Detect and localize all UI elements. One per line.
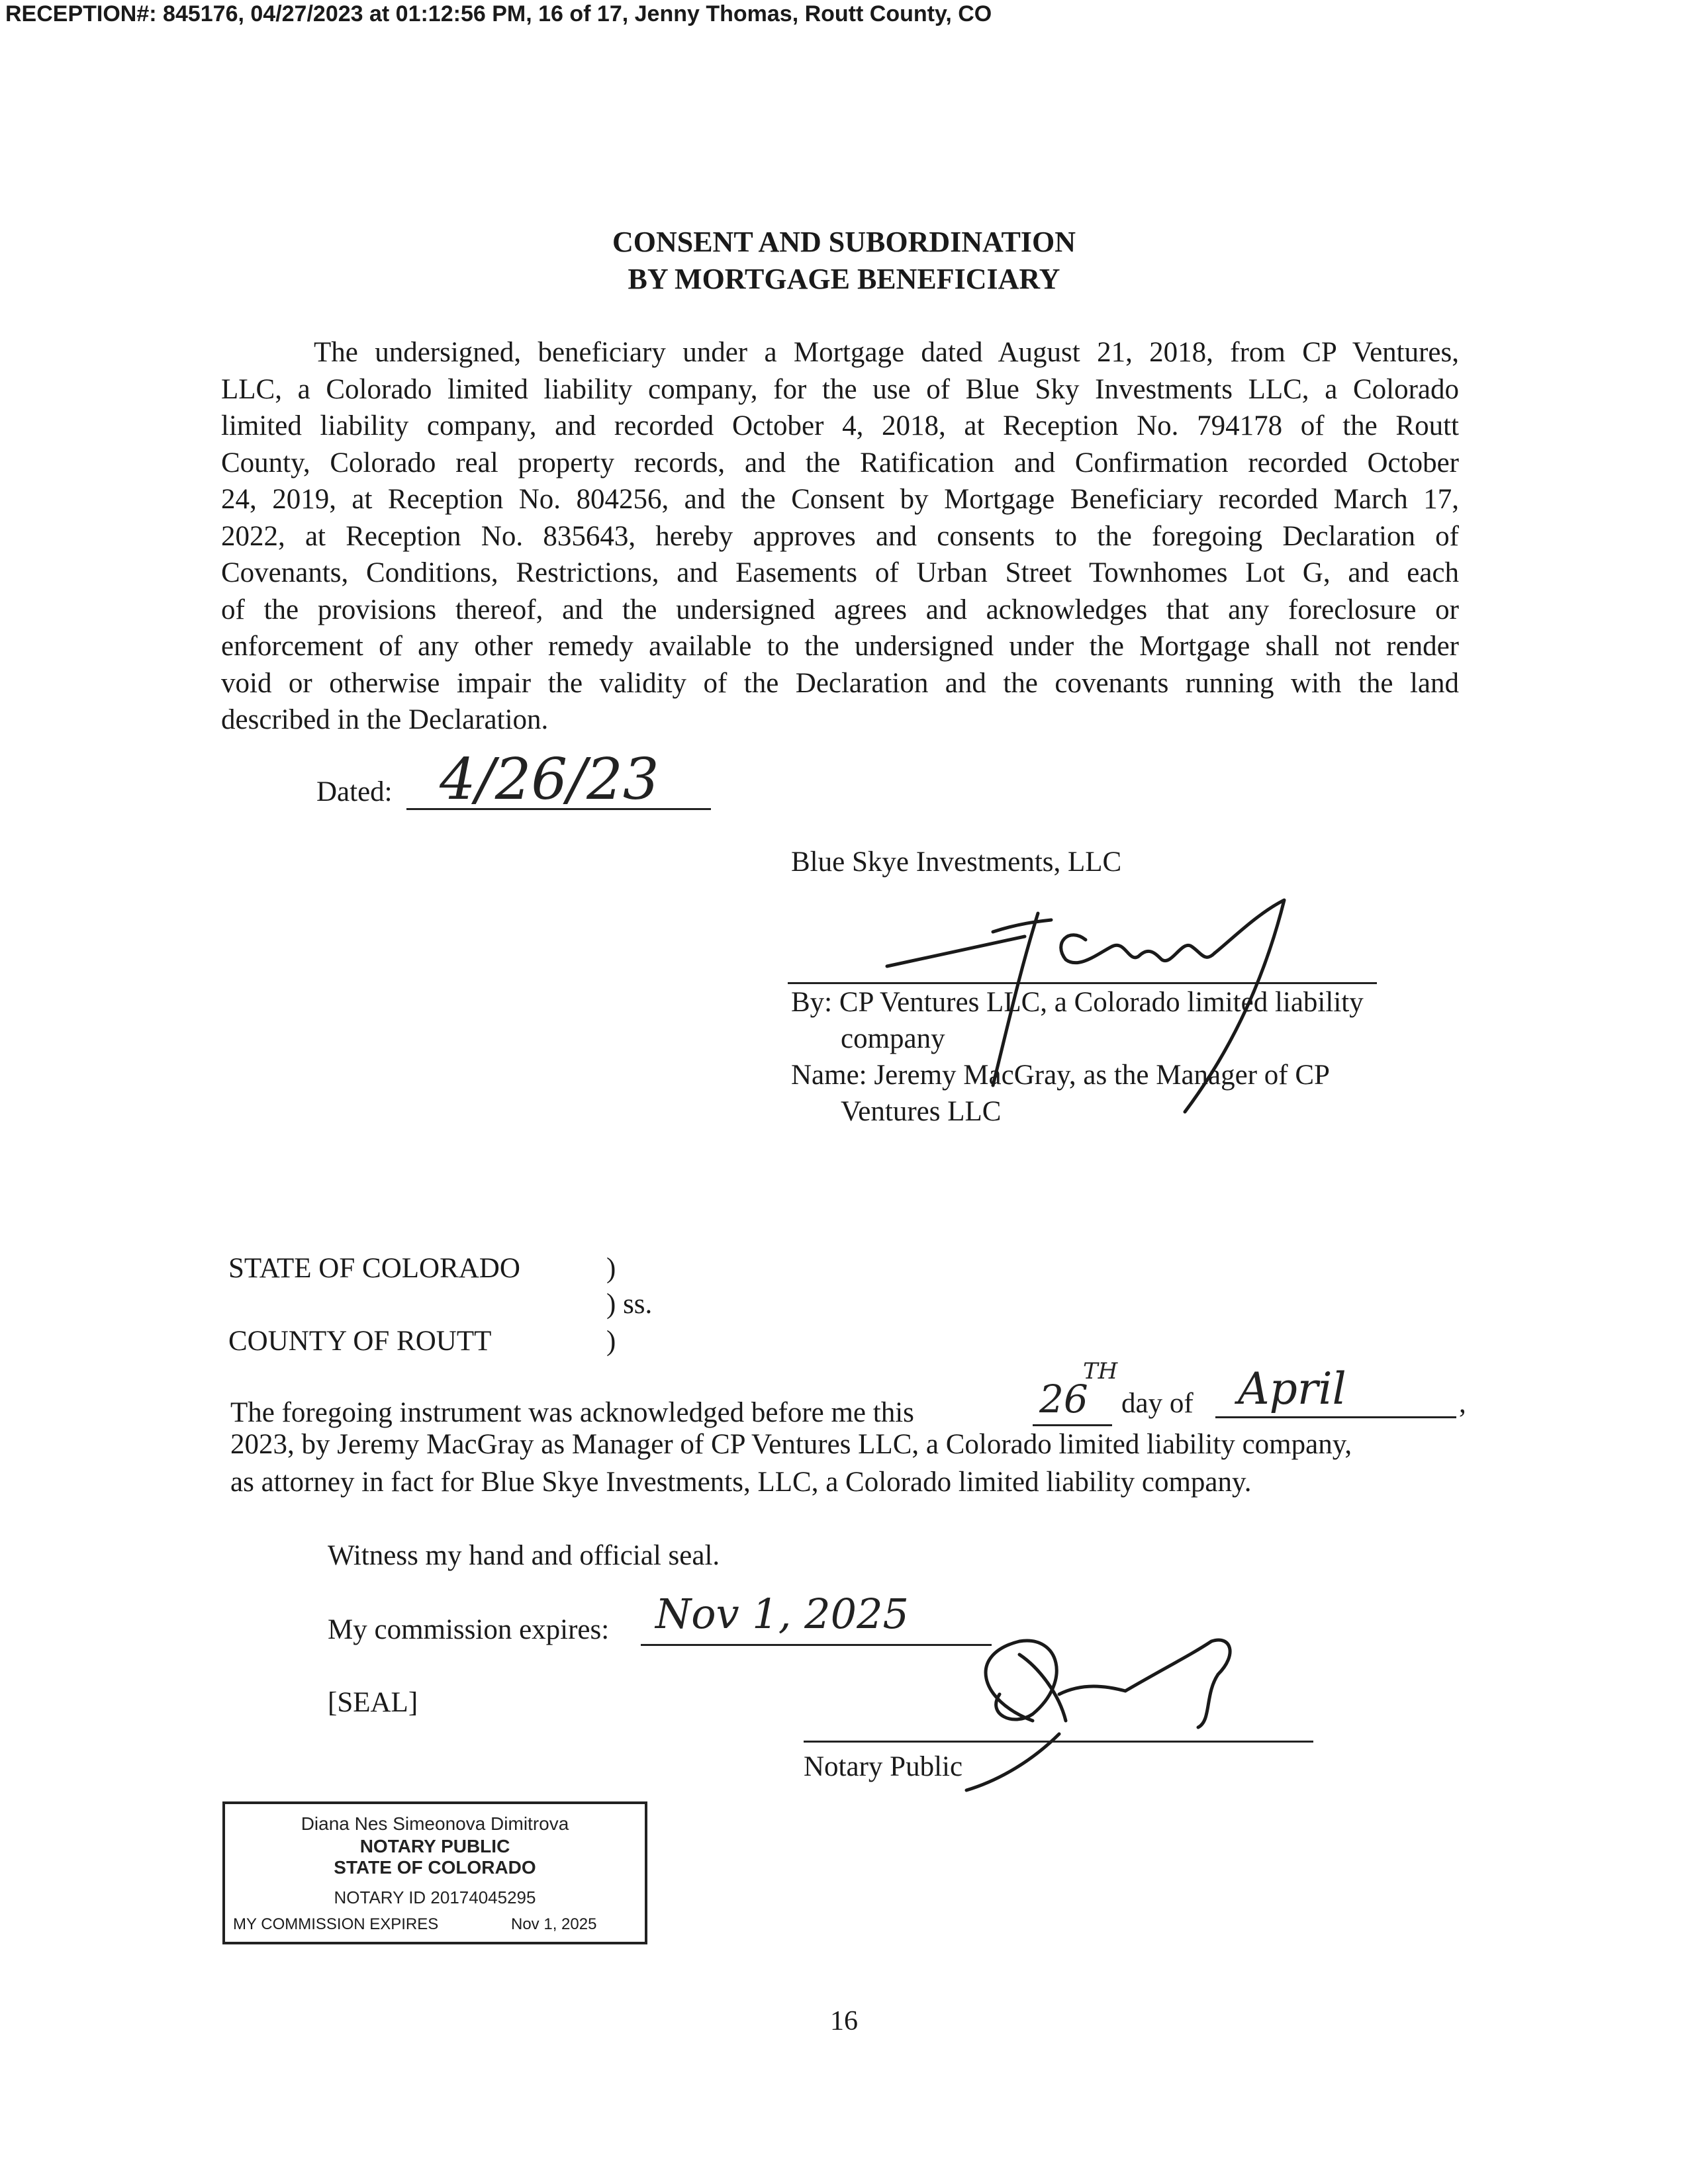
- stamp-expires-label: MY COMMISSION EXPIRES: [233, 1915, 439, 1933]
- commission-label: My commission expires:: [328, 1614, 610, 1645]
- ack-month-handwritten: April: [1238, 1363, 1346, 1414]
- title-line-2: BY MORTGAGE BENEFICIARY: [628, 263, 1060, 295]
- stamp-name: Diana Nes Simeonova Dimitrova: [301, 1813, 569, 1834]
- body-line: The undersigned, beneficiary under a Mortgage dated August 21, 2018, from CP Ventures,: [314, 337, 1459, 368]
- stamp-id: NOTARY ID 20174045295: [334, 1888, 536, 1907]
- signatory-entity: Blue Skye Investments, LLC: [791, 846, 1122, 878]
- body-line: Covenants, Conditions, Restrictions, and Easements of Urban Street Townhomes Lot G, and each: [221, 557, 1459, 588]
- witness-text: Witness my hand and official seal.: [328, 1540, 720, 1571]
- by-line-1: By: CP Ventures LLC, a Colorado limited liability: [791, 987, 1364, 1018]
- body-line: 2022, at Reception No. 835643, hereby approves and consents to the foregoing Declaration of: [221, 520, 1459, 552]
- venue-paren: ): [606, 1253, 616, 1284]
- notary-signature-line: [804, 1741, 1313, 1743]
- ack-day-of: day of: [1121, 1388, 1194, 1419]
- body-line: limited liability company, and recorded October 4, 2018, at Reception No. 794178 of the Routt: [221, 410, 1459, 441]
- title-line-1: CONSENT AND SUBORDINATION: [612, 226, 1076, 258]
- body-line: County, Colorado real property records, and the Ratification and Confirmation recorded October: [221, 447, 1459, 478]
- body-line: LLC, a Colorado limited liability company, for the use of Blue Sky Investments LLC, a Colorado: [221, 373, 1459, 405]
- name-line-2: Ventures LLC: [841, 1096, 1002, 1127]
- notary-stamp: [222, 1801, 647, 1944]
- ack-comma: ,: [1459, 1388, 1466, 1419]
- stamp-line-2: NOTARY PUBLIC: [359, 1836, 510, 1856]
- name-line-1: Name: Jeremy MacGray, as the Manager of CP: [791, 1060, 1330, 1091]
- ack-line-1: The foregoing instrument was acknowledged before me this: [230, 1397, 914, 1428]
- venue-ss: ) ss.: [606, 1289, 653, 1320]
- ack-line-3: as attorney in fact for Blue Skye Investments, LLC, a Colorado limited liability company.: [230, 1467, 1252, 1498]
- ack-line-2: 2023, by Jeremy MacGray as Manager of CP Ventures LLC, a Colorado limited liability company,: [230, 1429, 1352, 1460]
- venue-state: STATE OF COLORADO: [228, 1253, 520, 1284]
- by-line-2: company: [841, 1023, 945, 1054]
- body-line: of the provisions thereof, and the undersigned agrees and acknowledges that any foreclosure or: [221, 594, 1459, 625]
- venue-paren: ): [606, 1326, 616, 1357]
- body-line: enforcement of any other remedy available to the undersigned under the Mortgage shall not render: [221, 631, 1459, 662]
- body-line: described in the Declaration.: [221, 704, 549, 735]
- page-number: 16: [830, 2006, 858, 2036]
- stamp-line-3: STATE OF COLORADO: [334, 1857, 536, 1878]
- seal-label: [SEAL]: [328, 1687, 418, 1718]
- commission-handwritten: Nov 1, 2025: [655, 1590, 909, 1638]
- dated-label: Dated:: [316, 776, 393, 807]
- recording-header: RECEPTION#: 845176, 04/27/2023 at 01:12:56 PM, 16 of 17, Jenny Thomas, Routt County, CO: [5, 1, 992, 26]
- venue-county: COUNTY OF ROUTT: [228, 1326, 492, 1357]
- stamp-expires-date: Nov 1, 2025: [511, 1915, 597, 1933]
- ack-day-handwritten: 26: [1039, 1377, 1088, 1422]
- body-line: 24, 2019, at Reception No. 804256, and the Consent by Mortgage Beneficiary recorded March 17,: [221, 484, 1459, 515]
- body-line: void or otherwise impair the validity of the Declaration and the covenants running with the land: [221, 667, 1459, 699]
- ack-day-suffix: TH: [1083, 1358, 1118, 1385]
- notary-label: Notary Public: [804, 1751, 963, 1782]
- dated-handwritten: 4/26/23: [440, 747, 659, 813]
